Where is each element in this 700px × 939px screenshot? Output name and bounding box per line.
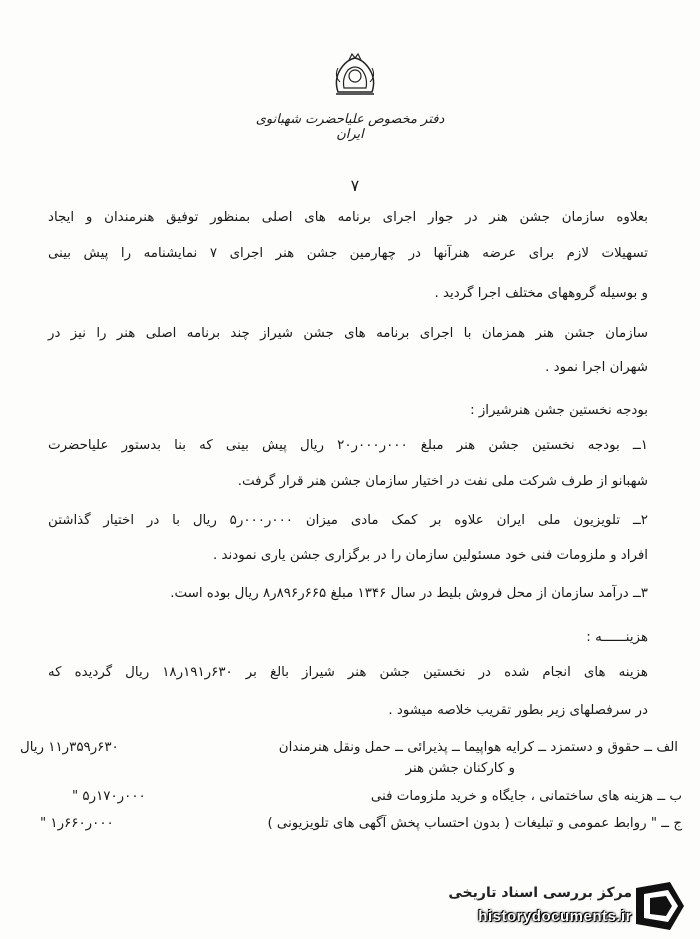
cost-line-label: و کارکنان جشن هنر: [405, 761, 515, 776]
budget-item-line: ۲ــ تلویزیون ملی ایران علاوه بر کمک مادی میزان ۰۰۰ر۰۰۰ر۵ ریال با در اختیار گذاشتن: [48, 513, 648, 528]
cost-line-label: ب ــ هزینه های ساختمانی ، جایگاه و خرید ملزومات فنی: [370, 789, 682, 804]
budget-item-line: شهبانو از طرف شرکت ملی نفت در اختیار سازمان جشن هنر قرار گرفت.: [237, 474, 648, 489]
budget-item-line: افراد و ملزومات فنی خود مسئولین سازمان را در برگزاری جشن یاری نمودند .: [212, 548, 648, 563]
costs-heading: هزینــــــه :: [586, 630, 648, 645]
royal-crown-emblem-icon: [328, 52, 382, 100]
office-letterhead: دفتر مخصوص علیاحضرت شهبانوی ایران: [255, 112, 445, 142]
archive-url-link[interactable]: historydocuments.ir: [478, 908, 632, 925]
paragraph-line: سازمان جشن هنر همزمان با اجرای برنامه های جشن شیراز چند برنامه اصلی هنر را نیز در: [48, 326, 648, 341]
cost-line-label: الف ــ حقوق و دستمزد ــ کرایه هواپیما ــ پذیرائی ــ حمل ونقل هنرمندان: [278, 740, 678, 755]
paragraph-line: بعلاوه سازمان جشن هنر در جوار اجرای برنامه های اصلی بمنظور توفیق هنرمندان و ایجاد: [48, 210, 648, 225]
paragraph-line: و بوسیله گروههای مختلف اجرا گردید .: [434, 286, 648, 301]
budget-item-line: ۱ــ بودجه نخستین جشن هنر مبلغ ۰۰۰ر۰۰۰ر۲۰ ریال پیش بینی که بنا بدستور علیاحضرت: [48, 438, 648, 453]
costs-intro-line: هزینه های انجام شده در نخستین جشن هنر شیراز بالغ بر ۶۳۰ر۱۹۱ر۱۸ ریال گردیده که: [48, 665, 648, 680]
costs-intro-line: در سرفصلهای زیر بطور تقریب خلاصه میشود .: [388, 703, 648, 718]
cost-line-label: ج ــ " روابط عمومی و تبلیغات ( بدون احتساب پخش آگهی های تلویزیونی ): [267, 816, 682, 831]
archive-logo-icon: [630, 880, 690, 932]
archive-title: مرکز بررسی اسناد تاریخی: [448, 885, 632, 901]
cost-line-amount: ۰۰۰ر۶۶۰ر۱ ": [40, 816, 114, 831]
budget-item-line: ۳ــ درآمد سازمان از محل فروش بلیط در سال ۱۳۴۶ مبلغ ۶۶۵ر۸۹۶ر۸ ریال بوده است.: [170, 586, 648, 601]
page-number: ۷: [350, 176, 360, 195]
cost-line-amount: ۰۰۰ر۱۷۰ر۵ ": [72, 789, 146, 804]
budget-heading: بودجه نخستین جشن هنرشیراز :: [470, 403, 648, 418]
cost-line-amount: ۶۳۰ر۳۵۹ر۱۱ ریال: [20, 740, 119, 755]
paragraph-line: شهران اجرا نمود .: [545, 360, 648, 375]
paragraph-line: تسهیلات لازم برای عرضه هنرآنها در چهارمین جشن هنر اجرای ۷ نمایشنامه را پیش بینی: [48, 246, 649, 261]
